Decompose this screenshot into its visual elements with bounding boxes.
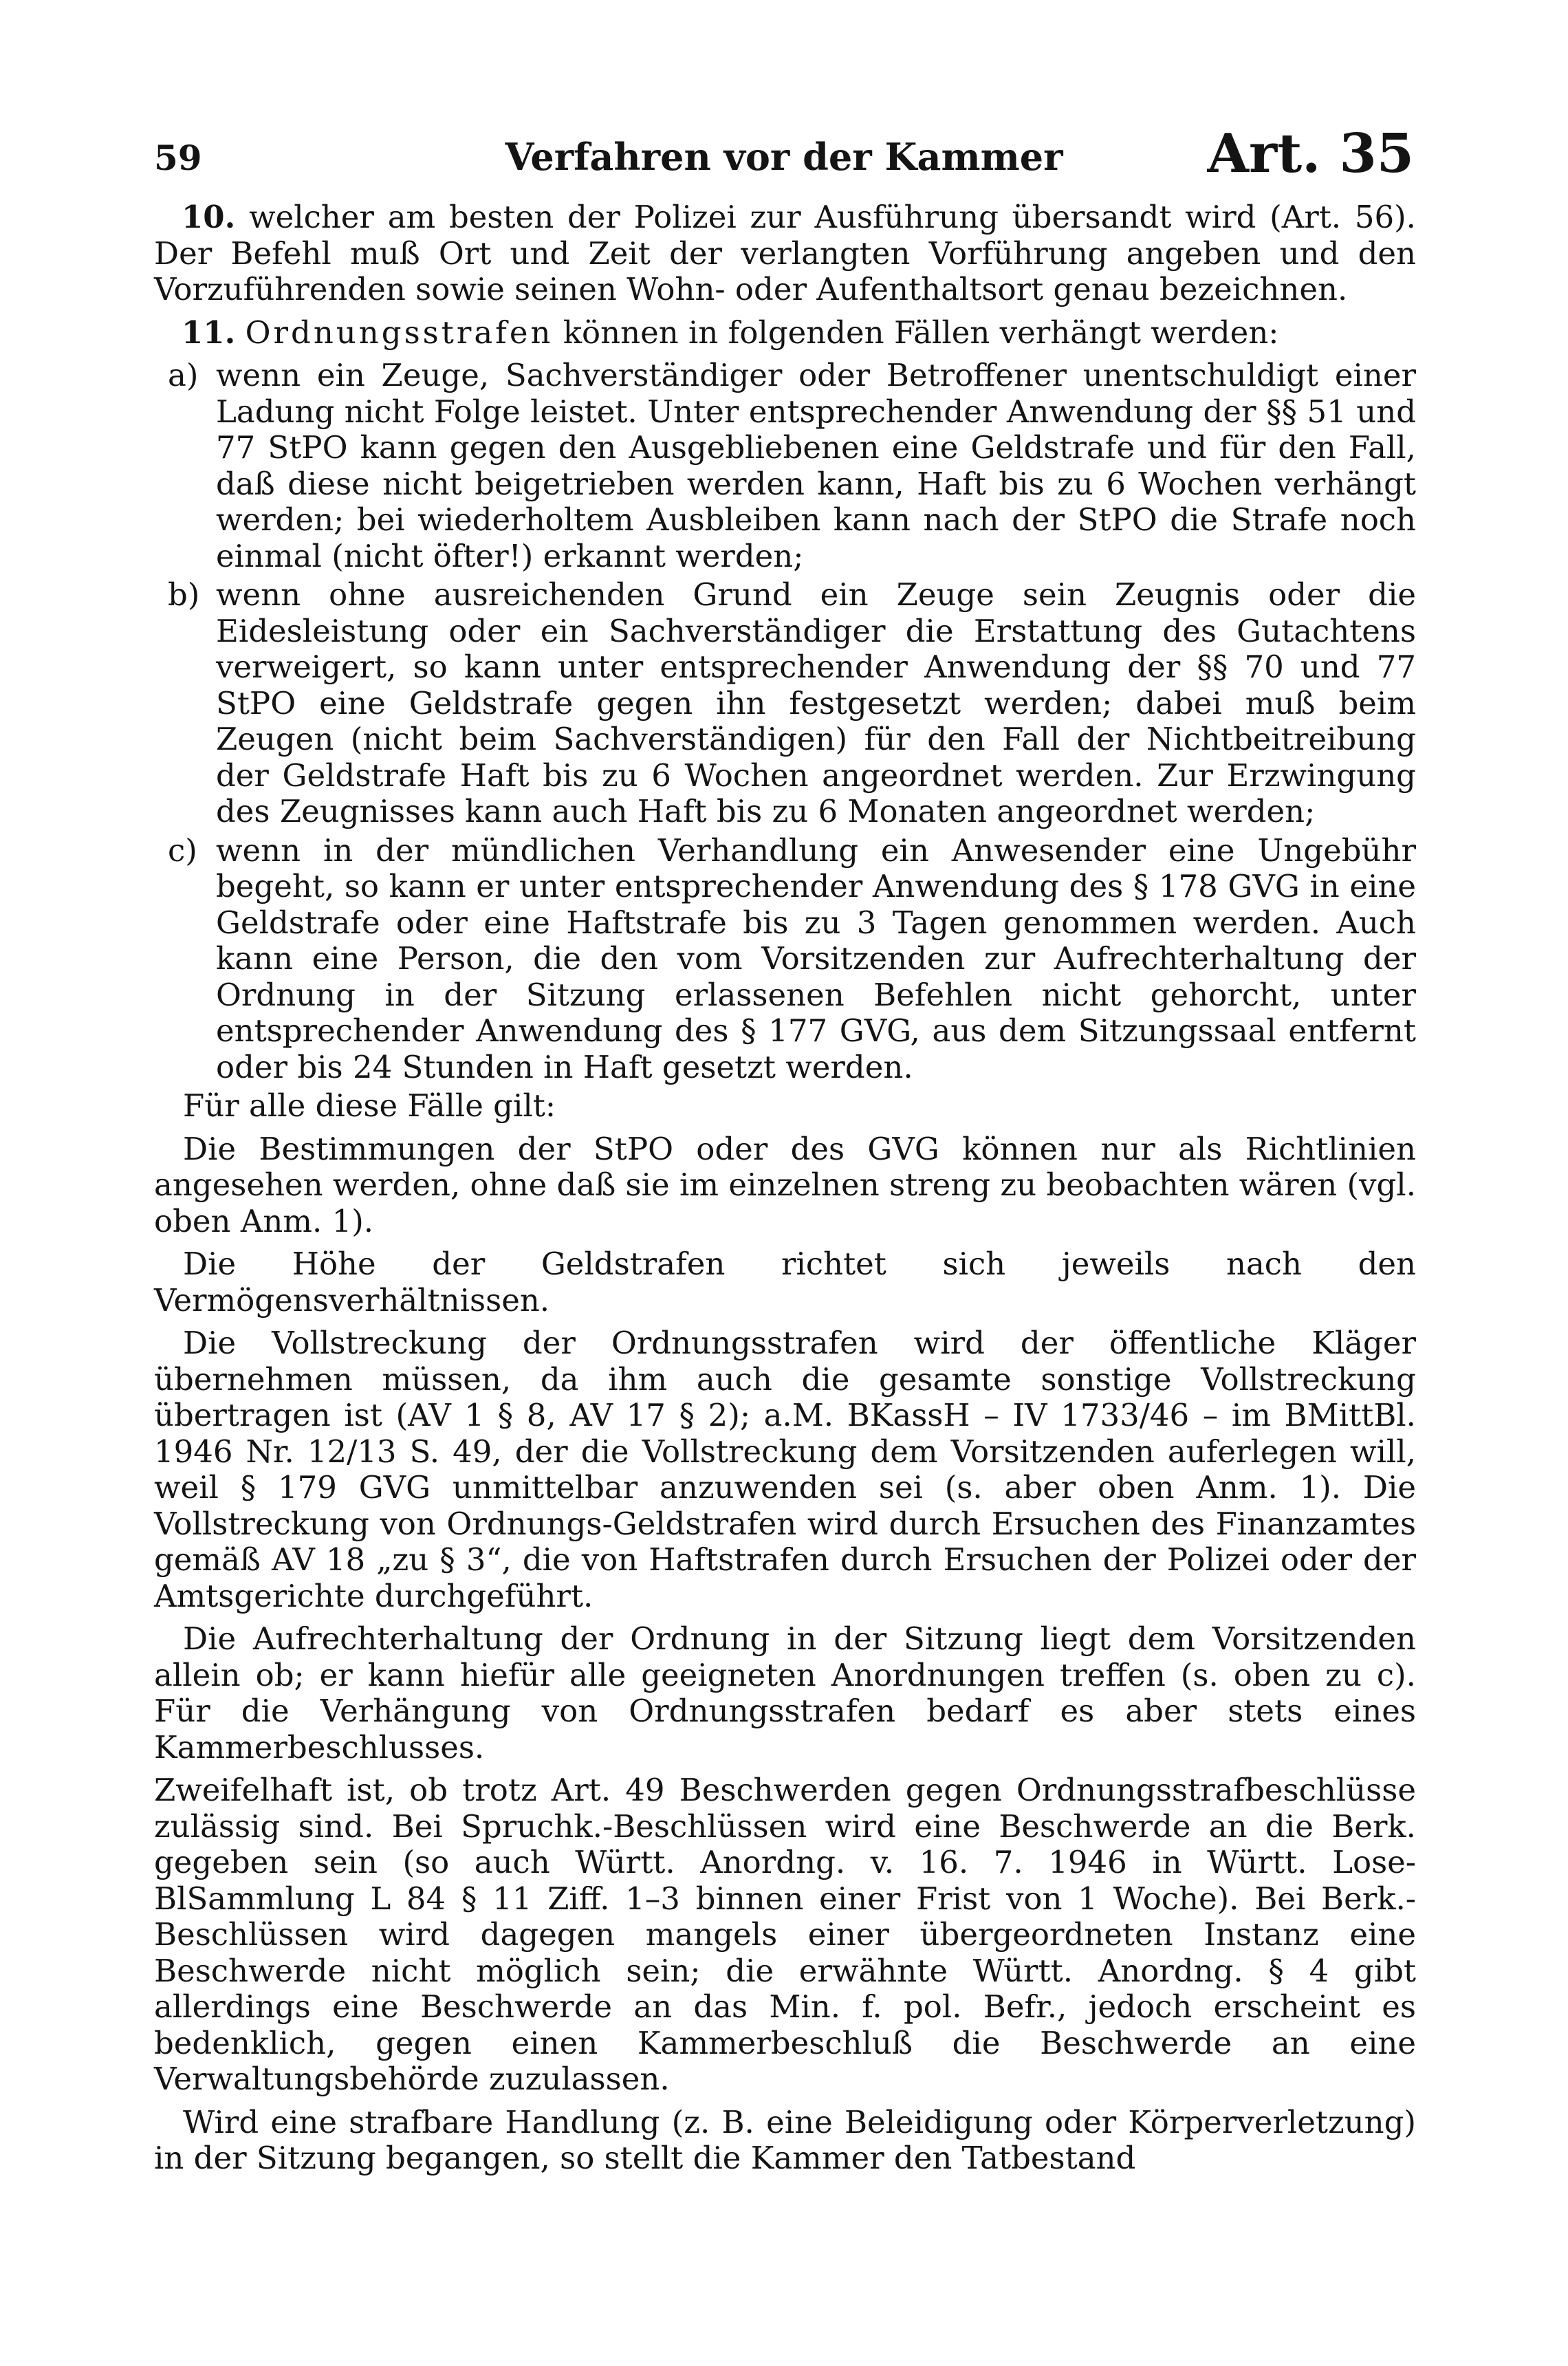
paragraph-beschwerden: Zweifelhaft ist, ob trotz Art. 49 Beschwerden gegen Ordnungsstrafbeschlüsse zulässig sind. Bei Spruchk.-Beschlüssen wird eine Beschwerde an die Berk. gegeben sein (so auch Württ. Anordng. v. 16. 7. 1946 in Württ. Lose-BlSammlung L 84 § 11 Ziff. 1–3 binnen einer Frist von 1 Woche). Bei Berk.-Beschlüssen wird dagegen mangels einer übergeordneten Instanz eine Beschwerde nicht möglich sein; die erwähnte Württ. Anordng. § 4 gibt allerdings eine Beschwerde an das Min. f. pol. Befr., jedoch erscheint es bedenklich, gegen einen Kammerbeschluß die Beschwerde an eine Verwaltungsbehörde zuzulassen. (154, 1772, 1416, 2097)
note-number: 11. (182, 314, 236, 351)
note-number: 10. (182, 199, 236, 235)
page-body (154, 199, 1416, 2184)
paragraph-hoehe: Die Höhe der Geldstrafen richtet sich jeweils nach den Vermögensverhältnissen. (154, 1246, 1416, 1318)
list-item-a (154, 358, 1416, 574)
paragraph-text: welcher am besten der Polizei zur Ausführung übersandt wird (Art. 56). Der Befehl muß Ort und Zeit der verlangten Vorführung angeben und den Vorzuführenden sowie seinen Wohn- oder Aufenthaltsort genau bezeichnen. (154, 199, 1416, 307)
running-header (154, 122, 1414, 197)
item-label: b) (168, 576, 200, 613)
item-label: a) (168, 357, 199, 393)
list-item-c (154, 833, 1416, 1086)
page-number: 59 (154, 138, 202, 178)
article-label: Art. 35 (1207, 122, 1414, 185)
paragraph-10 (154, 199, 1416, 308)
item-text: wenn ein Zeuge, Sachverständiger oder Betroffener unentschuldigt einer Ladung nicht Folge leistet. Unter entsprechender Anwendung der §§ 51 und 77 StPO kann gegen den Ausgebliebenen eine Geldstrafe und für den Fall, daß diese nicht beigetrieben werden kann, Haft bis zu 6 Wochen verhängt werden; bei wiederholtem Ausbleiben kann nach der StPO die Strafe noch einmal (nicht öfter!) erkannt werden; (216, 357, 1416, 574)
paragraph-vollstreckung: Die Vollstreckung der Ordnungsstrafen wird der öffentliche Kläger übernehmen müssen, da ihm auch die gesamte sonstige Vollstreckung übertragen ist (AV 1 § 8, AV 17 § 2); a.M. BKassH – IV 1733/46 – im BMittBl. 1946 Nr. 12/13 S. 49, der die Vollstreckung dem Vorsitzenden auferlegen will, weil § 179 GVG unmittelbar anzuwenden sei (s. aber oben Anm. 1). Die Vollstreckung von Ordnungs-Geldstrafen wird durch Ersuchen des Finanzamtes gemäß AV 18 „zu § 3“, die von Haftstrafen durch Ersuchen der Polizei oder der Amtsgerichte durchgeführt. (154, 1325, 1416, 1614)
paragraph-fuer-alle: Für alle diese Fälle gilt: (183, 1087, 556, 1124)
item-text: wenn in der mündlichen Verhandlung ein Anwesender eine Ungebühr begeht, so kann er unter entsprechender Anwendung des § 178 GVG in eine Geldstrafe oder eine Haftstrafe bis zu 3 Tagen genommen werden. Auch kann eine Person, die den vom Vorsitzenden zur Aufrechterhaltung der Ordnung in der Sitzung erlassenen Befehlen nicht gehorcht, unter entsprechender Anwendung des § 177 GVG, aus dem Sitzungssaal entfernt oder bis 24 Stunden in Haft gesetzt werden. (216, 832, 1416, 1085)
paragraph-text: können in folgenden Fällen verhängt werden: (563, 314, 1279, 351)
paragraph-aufrechterhaltung: Die Aufrechterhaltung der Ordnung in der Sitzung liegt dem Vorsitzenden allein ob; er kann hiefür alle geeigneten Anordnungen treffen (s. oben zu c). Für die Verhängung von Ordnungsstrafen bedarf es aber stets eines Kammerbeschlusses. (154, 1620, 1416, 1766)
paragraph-11-intro (154, 315, 1416, 351)
chapter-title: Verfahren vor der Kammer (505, 135, 1063, 179)
paragraph-richtlinien: Die Bestimmungen der StPO oder des GVG können nur als Richtlinien angesehen werden, ohne daß sie im einzelnen streng zu beobachten wären (vgl. oben Anm. 1). (154, 1130, 1416, 1239)
paragraph-strafbare-handlung: Wird eine strafbare Handlung (z. B. eine Beleidigung oder Körperverletzung) in der Sitzung begangen, so stellt die Kammer den Tatbestand (154, 2103, 1416, 2176)
item-label: c) (168, 832, 197, 869)
item-text: wenn ohne ausreichenden Grund ein Zeuge sein Zeugnis oder die Eidesleistung oder ein Sachverständiger die Erstattung des Gutachtens verweigert, so kann unter entsprechender Anwendung der §§ 70 und 77 StPO eine Geldstrafe gegen ihn festgesetzt werden; dabei muß beim Zeugen (nicht beim Sachverständigen) für den Fall der Nichtbeitreibung der Geldstrafe Haft bis zu 6 Wochen angeordnet werden. Zur Erzwingung des Zeugnisses kann auch Haft bis zu 6 Monaten angeordnet werden; (216, 576, 1416, 829)
spaced-term: Ordnungsstrafen (245, 314, 554, 351)
list-item-b (154, 577, 1416, 830)
